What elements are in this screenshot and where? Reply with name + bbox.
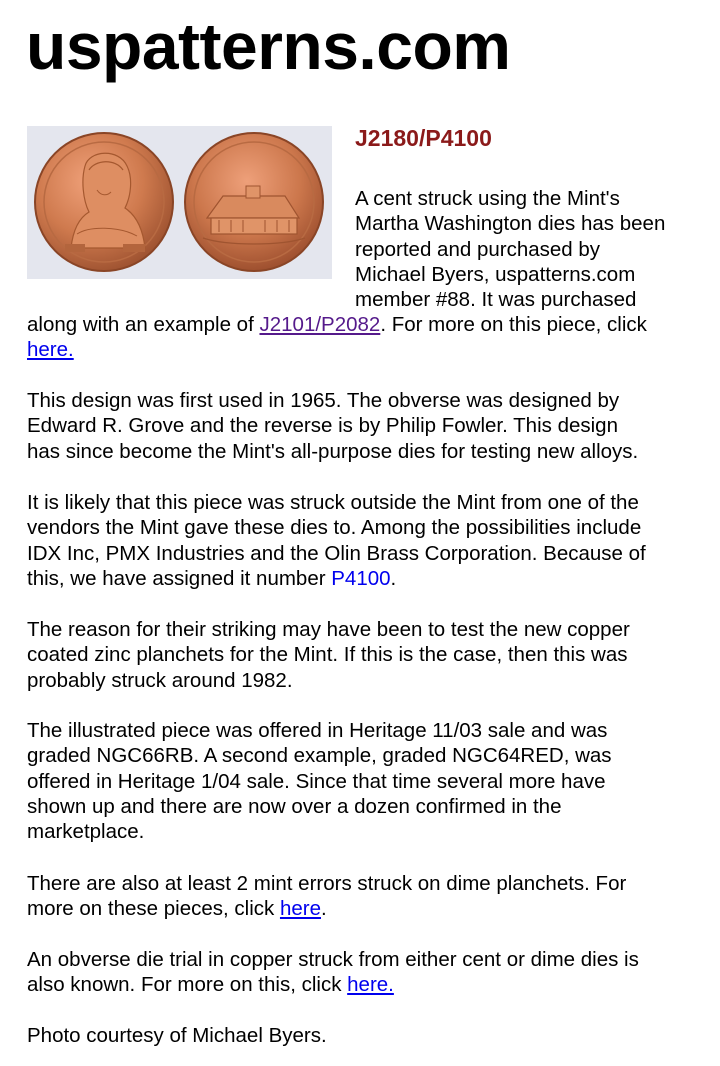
- text-line: The reason for their striking may have been to test the new copper: [27, 618, 630, 641]
- text-line: The illustrated piece was offered in Heritage 11/03 sale and was: [27, 719, 608, 742]
- paragraph-die-trial: [27, 947, 707, 998]
- paragraph-vendors: [27, 490, 707, 591]
- paragraph-design-history: [27, 388, 707, 464]
- text-line: offered in Heritage 1/04 sale. Since that time several more have: [27, 769, 606, 793]
- text-fragment: more on these pieces, click: [27, 897, 280, 921]
- text-line: coated zinc planchets for the Mint. If this is the case, then this was: [27, 643, 628, 667]
- text-line: An obverse die trial in copper struck from either cent or dime dies is: [27, 948, 639, 971]
- text-fragment: . For more on this piece, click: [380, 313, 647, 336]
- text-line: has since become the Mint's all-purpose dies for testing new alloys.: [27, 439, 639, 463]
- text-line: Martha Washington dies has been: [355, 212, 666, 236]
- related-piece-link[interactable]: J2101/P2082: [259, 313, 381, 336]
- text-fragment: also known. For more on this, click: [27, 973, 348, 997]
- text-line: Edward R. Grove and the reverse is by Philip Fowler. This design: [27, 414, 618, 438]
- coin-photo: [27, 126, 332, 279]
- coin-image: [27, 126, 332, 279]
- intro-continued: [27, 312, 707, 363]
- text-line: [27, 972, 707, 997]
- text-line: [27, 337, 707, 362]
- text-line: shown up and there are now over a dozen confirmed in the: [27, 794, 562, 818]
- text-line: Photo courtesy of Michael Byers.: [27, 1024, 327, 1047]
- text-line: [27, 312, 707, 337]
- site-title[interactable]: uspatterns.com: [26, 9, 511, 83]
- text-line: reported and purchased by: [355, 237, 601, 261]
- more-info-link[interactable]: here.: [27, 338, 74, 362]
- photo-credit: [27, 1023, 707, 1048]
- text-line: Michael Byers, uspatterns.com: [355, 262, 636, 286]
- text-fragment: .: [320, 897, 327, 921]
- intro-side-text: [355, 186, 705, 312]
- text-fragment: along with an example of: [27, 313, 260, 336]
- coin-reverse: [185, 133, 323, 271]
- paragraph-auction-history: [27, 718, 707, 844]
- text-line: graded NGC66RB. A second example, graded NGC64RED, was: [27, 744, 612, 768]
- text-line: vendors the Mint gave these dies to. Among the possibilities include: [27, 516, 642, 540]
- piece-id-heading: J2180/P4100: [355, 125, 492, 151]
- text-fragment: this, we have assigned it number: [27, 566, 332, 590]
- text-line: marketplace.: [27, 820, 145, 844]
- die-trial-link[interactable]: here.: [347, 973, 394, 997]
- text-line: It is likely that this piece was struck outside the Mint from one of the: [27, 491, 639, 514]
- paragraph-mint-errors: [27, 871, 707, 922]
- text-line: This design was first used in 1965. The obverse was designed by: [27, 389, 620, 412]
- pattern-number: P4100: [331, 566, 391, 590]
- paragraph-striking-reason: [27, 617, 707, 693]
- mint-errors-link[interactable]: here: [279, 897, 321, 921]
- coin-obverse: [35, 133, 173, 271]
- text-line: [27, 566, 707, 591]
- text-line: probably struck around 1982.: [27, 668, 293, 692]
- text-line: member #88. It was purchased: [355, 288, 637, 312]
- text-line: A cent struck using the Mint's: [355, 187, 620, 210]
- text-line: [27, 896, 707, 921]
- text-line: IDX Inc, PMX Industries and the Olin Brass Corporation. Because of: [27, 541, 646, 565]
- text-line: There are also at least 2 mint errors struck on dime planchets. For: [27, 872, 627, 895]
- text-fragment: .: [390, 566, 397, 590]
